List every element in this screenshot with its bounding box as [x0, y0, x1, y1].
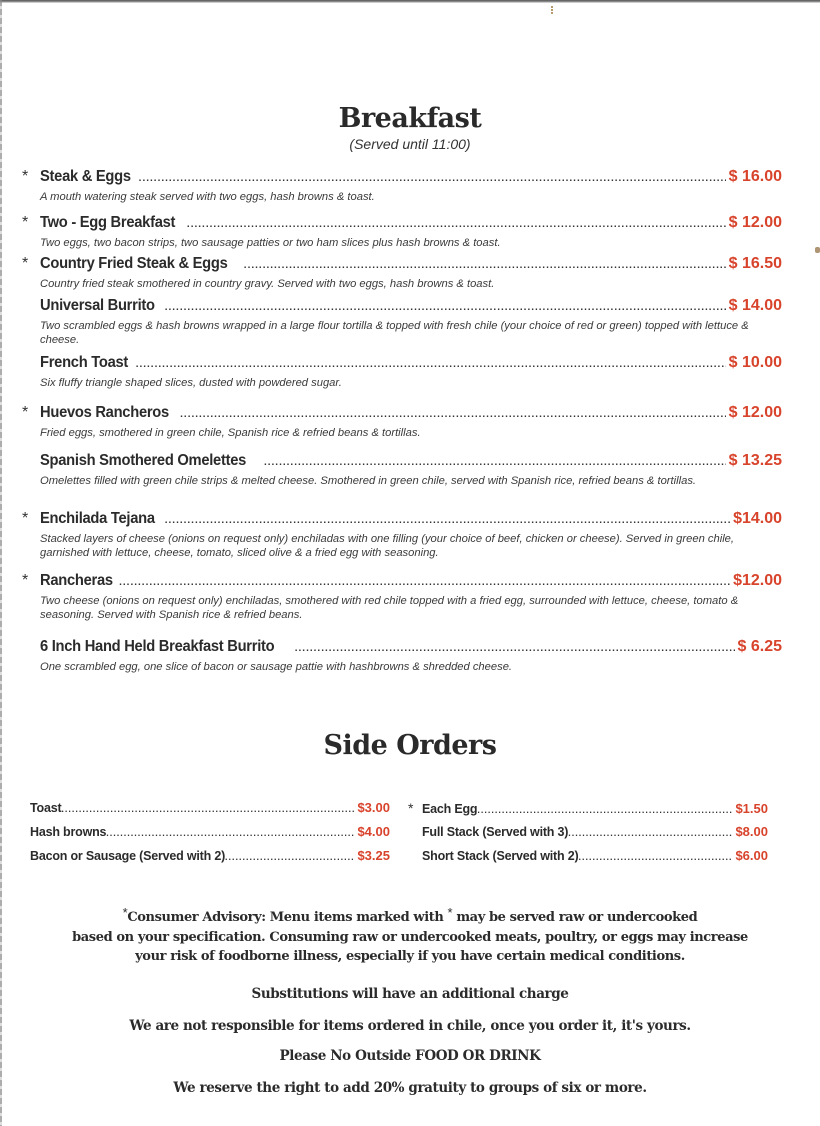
consumer-advisory: [0, 903, 820, 967]
scan-spot: [815, 247, 820, 253]
side-order-item: [30, 800, 390, 824]
advisory-line-3: your risk of foodborne illness, especially if you have certain medical conditions.: [135, 949, 685, 964]
menu-item-name: Country Fried Steak & Eggs: [40, 255, 228, 272]
side-order-item: [30, 824, 390, 848]
menu-item-line: [22, 638, 782, 660]
breakfast-title: Breakfast: [338, 103, 482, 134]
asterisk-icon: *: [22, 168, 29, 185]
side-order-name: Short Stack (Served with 2): [422, 849, 579, 863]
side-order-name: Each Egg: [422, 802, 478, 816]
dot-leader: [225, 852, 354, 862]
dot-leader: [165, 302, 726, 313]
side-order-price: $3.00: [357, 800, 390, 815]
asterisk-icon: *: [122, 905, 128, 920]
dot-leader: [119, 577, 730, 588]
dot-leader: [264, 457, 726, 468]
menu-item: [22, 404, 782, 440]
side-order-name: Bacon or Sausage (Served with 2): [30, 849, 226, 863]
menu-item-description: Country fried steak smothered in country gravy. Served with two eggs, hash browns & toast.: [40, 278, 495, 290]
side-order-price: $6.00: [735, 848, 768, 863]
side-order-item: [408, 800, 768, 824]
side-orders-left-column: [30, 800, 390, 872]
menu-item-name: Rancheras: [40, 572, 113, 589]
menu-item: [22, 638, 782, 674]
menu-item-line: [22, 404, 782, 426]
menu-item-price: $ 10.00: [728, 354, 782, 371]
asterisk-icon: *: [408, 800, 414, 816]
menu-item-name: Huevos Rancheros: [40, 404, 169, 421]
menu-item-description: Two scrambled eggs & hash browns wrapped in a large flour tortilla & topped with fresh chile (your choice of red or green) topped with lettuce & cheese.: [40, 320, 749, 346]
menu-item-line: [22, 255, 782, 277]
asterisk-icon: *: [22, 572, 29, 589]
menu-item-description: Two eggs, two bacon strips, two sausage patties or two ham slices plus hash browns & toast.: [40, 237, 501, 249]
menu-item-line: [22, 510, 782, 532]
menu-item-price: $ 16.00: [728, 168, 782, 185]
side-order-price: $3.25: [357, 848, 390, 863]
menu-item: [22, 168, 782, 204]
chile-note: We are not responsible for items ordered in chile, once you order it, it's yours.: [129, 1018, 691, 1034]
menu-item-name: 6 Inch Hand Held Breakfast Burrito: [40, 638, 275, 655]
menu-item: [22, 297, 782, 347]
menu-item-line: [22, 354, 782, 376]
menu-item: [22, 255, 782, 291]
side-order-name: Toast: [30, 801, 62, 815]
menu-item-line: [22, 214, 782, 236]
menu-item-price: $ 13.25: [728, 452, 782, 469]
menu-item-line: [22, 452, 782, 474]
menu-item-name: Two - Egg Breakfast: [40, 214, 176, 231]
side-order-price: $8.00: [735, 824, 768, 839]
side-orders-title: Side Orders: [323, 730, 497, 761]
menu-item: [22, 354, 782, 390]
dot-leader: [244, 260, 726, 271]
side-order-name: Full Stack (Served with 3): [422, 825, 569, 839]
menu-item-line: [22, 297, 782, 319]
menu-item-price: $12.00: [733, 572, 782, 589]
side-order-item: [30, 848, 390, 872]
asterisk-icon: *: [22, 214, 29, 231]
advisory-line-1: [0, 903, 820, 928]
dot-leader: [187, 219, 726, 230]
menu-item-description: Stacked layers of cheese (onions on request only) enchiladas with one filling (your choice of beef, chicken or cheese). Served in green chile, garnished with lettuce, cheese, tomato, sliced olive & a fried egg with seasoning.: [40, 533, 735, 559]
menu-item-description: One scrambled egg, one slice of bacon or sausage pattie with hashbrowns & shredded cheese.: [40, 661, 513, 673]
asterisk-icon: *: [22, 404, 29, 421]
menu-item-name: Steak & Eggs: [40, 168, 131, 185]
side-order-item: [408, 824, 768, 848]
side-order-name: Hash browns: [30, 825, 107, 839]
gratuity-note: We reserve the right to add 20% gratuity to groups of six or more.: [173, 1080, 647, 1096]
dot-leader: [139, 173, 726, 184]
menu-item-name: Universal Burrito: [40, 297, 155, 314]
substitutions-note: Substitutions will have an additional charge: [251, 986, 569, 1002]
menu-item-description: Omelettes filled with green chile strips & melted cheese. Smothered in green chile, served with Spanish rice, refried beans & tortillas.: [40, 475, 697, 487]
menu-item-name: Enchilada Tejana: [40, 510, 155, 527]
dot-leader: [106, 828, 354, 838]
side-order-price: $4.00: [357, 824, 390, 839]
dot-leader: [477, 805, 732, 815]
menu-item-price: $ 6.25: [737, 638, 782, 655]
menu-item-price: $ 12.00: [728, 214, 782, 231]
side-order-item: [408, 848, 768, 872]
outside-food-note: Please No Outside FOOD OR DRINK: [279, 1048, 541, 1064]
menu-item-description: Six fluffy triangle shaped slices, dusted with powdered sugar.: [40, 377, 342, 389]
menu-item: [22, 452, 782, 488]
menu-item-description: A mouth watering steak served with two eggs, hash browns & toast.: [40, 191, 375, 203]
asterisk-icon: *: [447, 905, 453, 920]
menu-item-name: Spanish Smothered Omelettes: [40, 452, 247, 469]
advisory-text-b: may be served raw or undercooked: [452, 910, 698, 925]
dot-leader: [578, 852, 732, 862]
dot-leader: [61, 804, 354, 814]
menu-item-description: Two cheese (onions on request only) enchiladas, smothered with red chile topped with a fried egg, surrounded with lettuce, cheese, tomato & seasoning. Served with Spanish rice & refried beans.: [40, 595, 739, 621]
menu-item-price: $ 16.50: [728, 255, 782, 272]
advisory-text-a: Consumer Advisory: Menu items marked with: [127, 910, 448, 925]
menu-item-price: $ 14.00: [728, 297, 782, 314]
menu-item-line: [22, 168, 782, 190]
dot-leader: [165, 515, 730, 526]
menu-item: [22, 510, 782, 560]
side-order-price: $1.50: [735, 801, 768, 816]
menu-item-description: Fried eggs, smothered in green chile, Spanish rice & refried beans & tortillas.: [40, 427, 421, 439]
scan-mark: [551, 6, 553, 15]
menu-item: [22, 214, 782, 250]
menu-item-line: [22, 572, 782, 594]
menu-item: [22, 572, 782, 622]
dot-leader: [295, 643, 735, 654]
dot-leader: [136, 359, 726, 370]
breakfast-subtitle: (Served until 11:00): [349, 136, 471, 152]
advisory-line-2: based on your specification. Consuming raw or undercooked meats, poultry, or eggs may increase: [72, 929, 748, 945]
menu-item-price: $ 12.00: [728, 404, 782, 421]
asterisk-icon: *: [22, 255, 29, 272]
menu-item-name: French Toast: [40, 354, 129, 371]
dot-leader: [180, 409, 725, 420]
dot-leader: [568, 828, 732, 838]
side-orders-right-column: [408, 800, 768, 872]
asterisk-icon: *: [22, 510, 29, 527]
page-top-edge: [0, 0, 820, 3]
menu-item-price: $14.00: [733, 510, 782, 527]
